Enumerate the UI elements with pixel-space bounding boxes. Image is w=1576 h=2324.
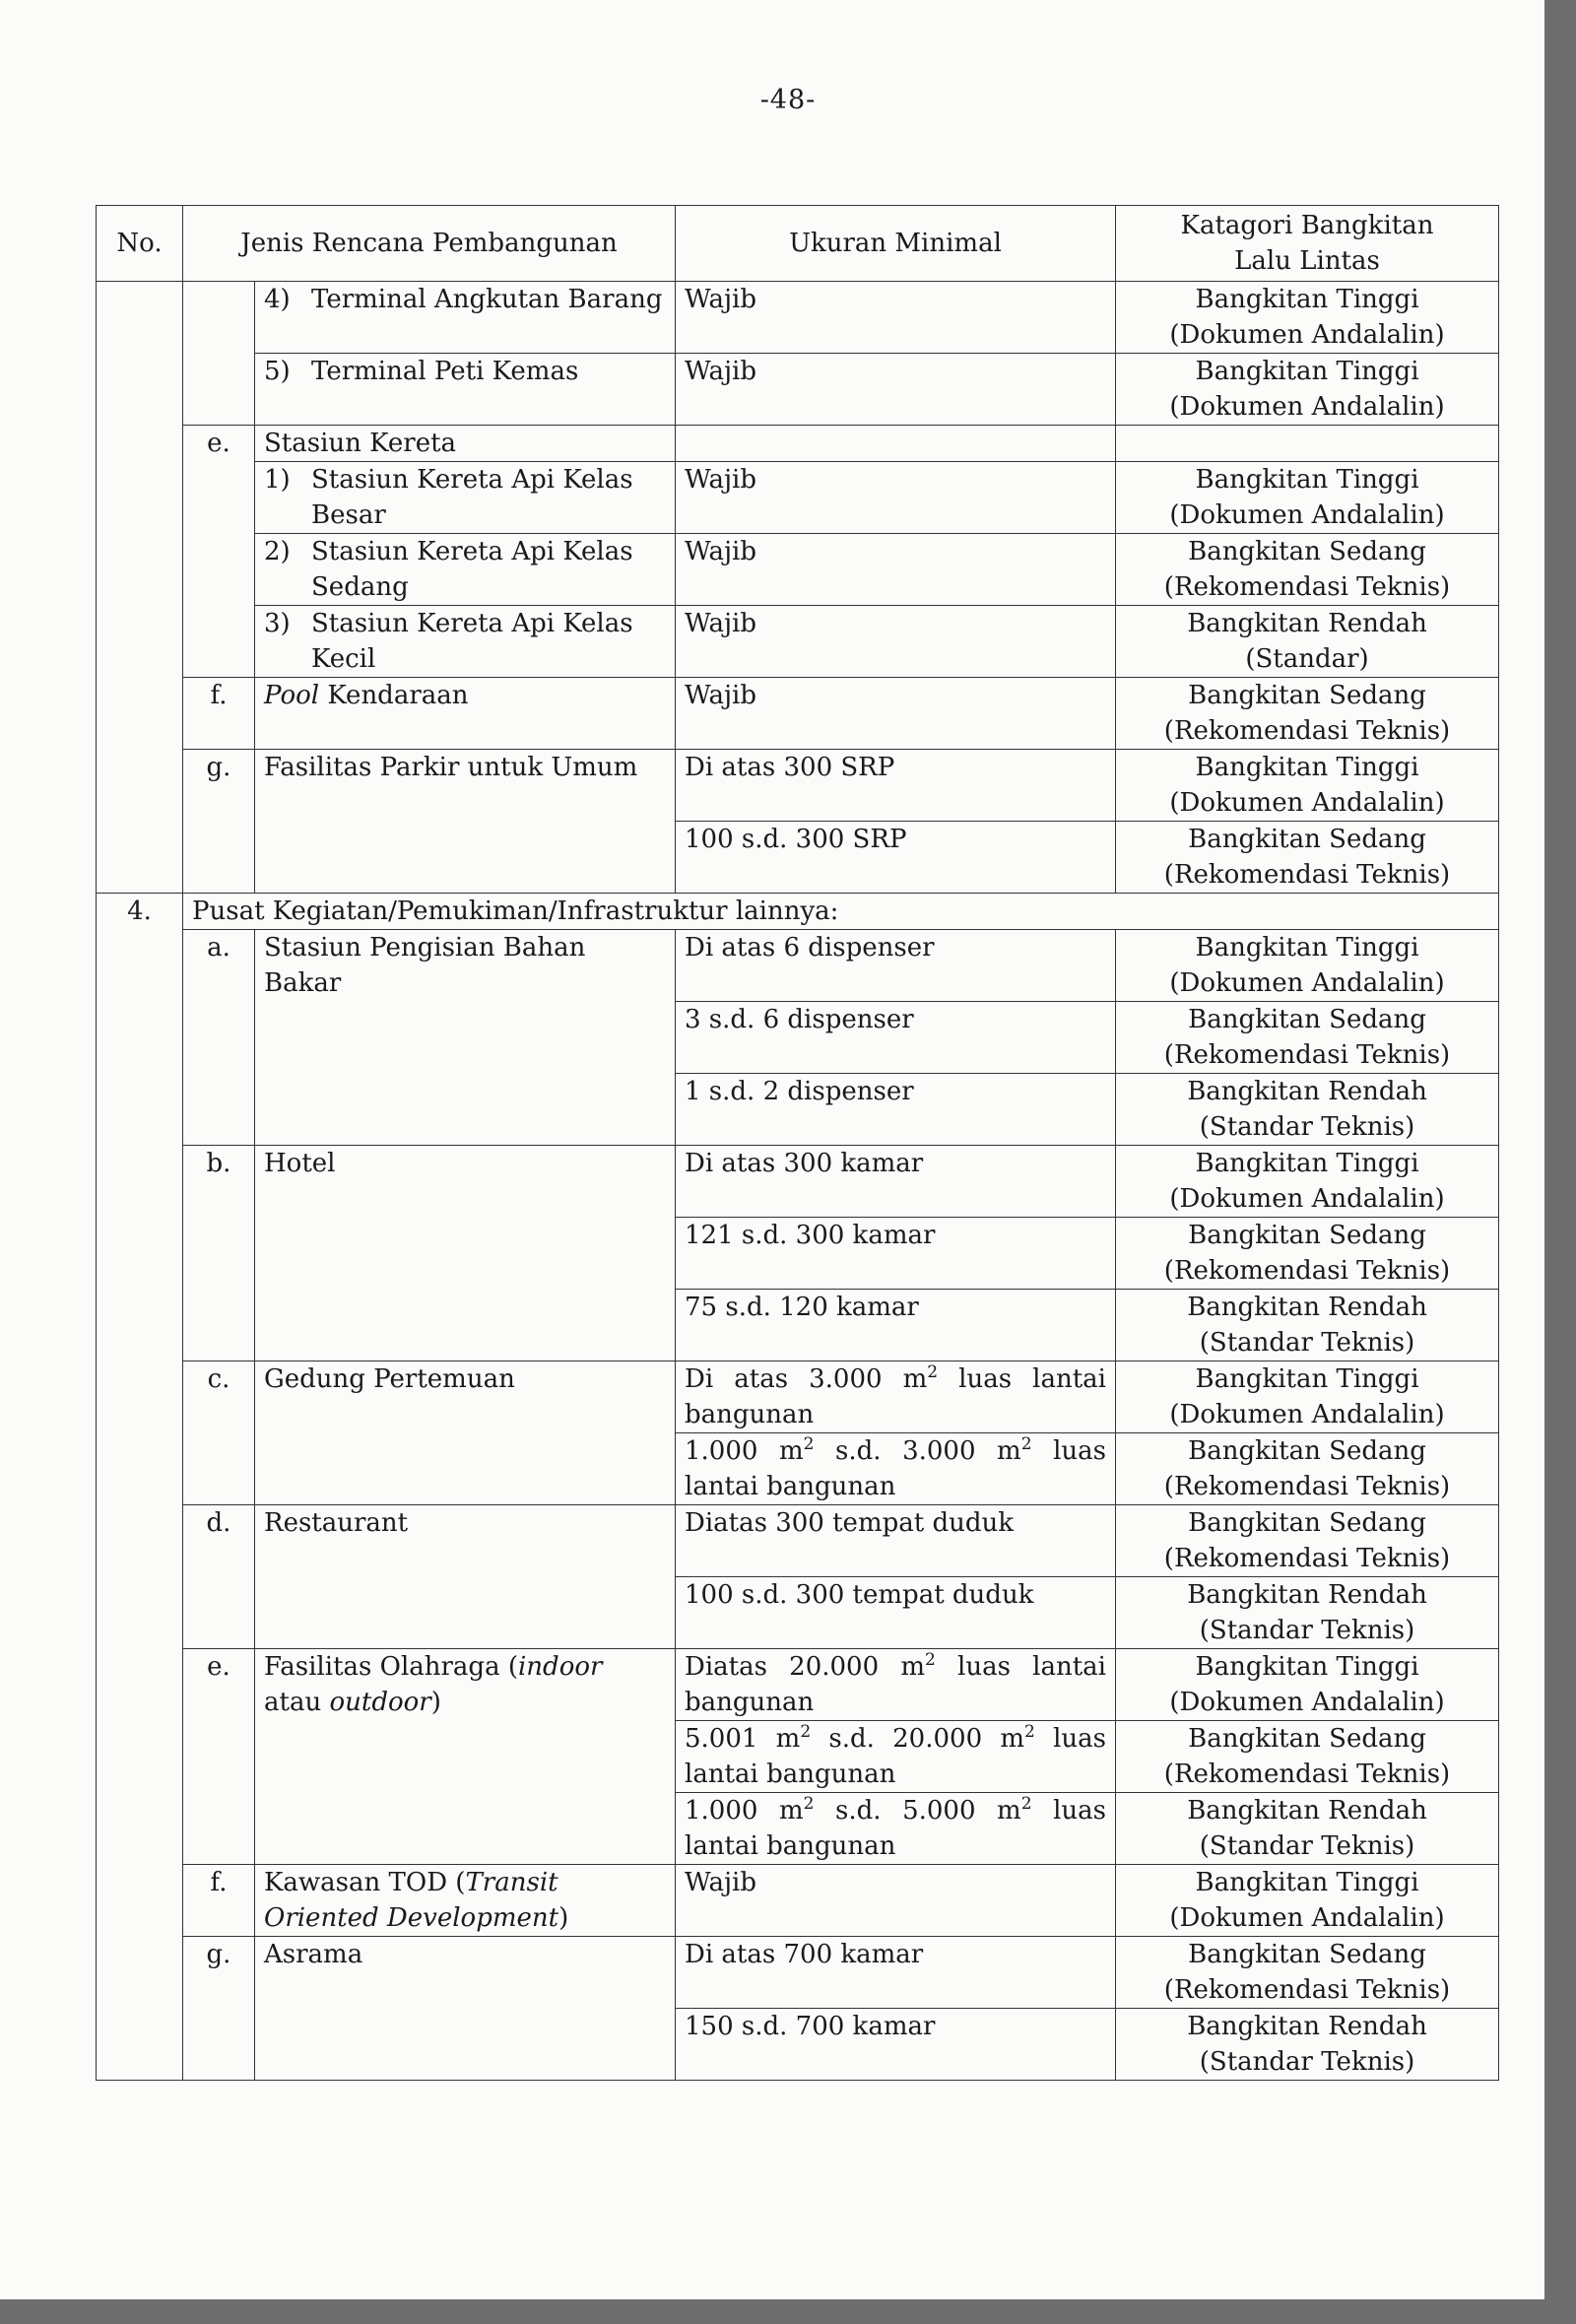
ukuran-cell: Di atas 6 dispenser	[676, 930, 1116, 1002]
jenis-cell: Fasilitas Parkir untuk Umum	[255, 750, 676, 894]
ukuran-cell: Wajib	[676, 678, 1116, 750]
no-cell: 4.	[97, 894, 183, 2081]
table-row	[97, 1865, 1499, 1937]
ukuran-cell	[676, 426, 1116, 462]
ukuran-cell: Di atas 3.000 $m^2$ luas lantai bangunan	[676, 1361, 1116, 1433]
table-row	[97, 426, 1499, 462]
katagori-cell: Bangkitan Sedang (Rekomendasi Teknis)	[1116, 1505, 1499, 1577]
jenis-cell: Gedung Pertemuan	[255, 1361, 676, 1505]
katagori-cell: Bangkitan Rendah (Standar Teknis)	[1116, 1793, 1499, 1865]
table-row	[97, 678, 1499, 750]
katagori-cell: Bangkitan Tinggi (Dokumen Andalalin)	[1116, 1649, 1499, 1721]
ukuran-cell: 150 s.d. 700 kamar	[676, 2009, 1116, 2081]
jenis-cell: 1) Stasiun Kereta Api Kelas Besar	[255, 462, 676, 534]
ukuran-cell: Diatas 20.000 $m^2$ luas lantai bangunan	[676, 1649, 1116, 1721]
katagori-cell: Bangkitan Tinggi (Dokumen Andalalin)	[1116, 1865, 1499, 1937]
katagori-cell: Bangkitan Rendah (Standar)	[1116, 606, 1499, 678]
ukuran-cell: 100 s.d. 300 SRP	[676, 822, 1116, 894]
katagori-cell: Bangkitan Sedang (Rekomendasi Teknis)	[1116, 1721, 1499, 1793]
page-number: -48-	[759, 85, 817, 115]
header-ukuran: Ukuran Minimal	[676, 206, 1116, 282]
katagori-cell: Bangkitan Sedang (Rekomendasi Teknis)	[1116, 1002, 1499, 1074]
table-row	[97, 750, 1499, 822]
katagori-cell: Bangkitan Sedang (Rekomendasi Teknis)	[1116, 1218, 1499, 1290]
table-row	[97, 282, 1499, 354]
katagori-cell: Bangkitan Tinggi (Dokumen Andalalin)	[1116, 1146, 1499, 1218]
table-row	[97, 1361, 1499, 1433]
katagori-cell: Bangkitan Sedang (Rekomendasi Teknis)	[1116, 1937, 1499, 2009]
header-jenis: Jenis Rencana Pembangunan	[183, 206, 676, 282]
letter-cell: c.	[183, 1361, 255, 1505]
katagori-cell: Bangkitan Sedang (Rekomendasi Teknis)	[1116, 1433, 1499, 1505]
ukuran-cell: 100 s.d. 300 tempat duduk	[676, 1577, 1116, 1649]
table-row	[97, 930, 1499, 1002]
jenis-cell: 4) Terminal Angkutan Barang	[255, 282, 676, 354]
table-row	[97, 1146, 1499, 1218]
jenis-cell: 3) Stasiun Kereta Api Kelas Kecil	[255, 606, 676, 678]
letter-cell: a.	[183, 930, 255, 1146]
ukuran-cell: Wajib	[676, 462, 1116, 534]
table-row	[97, 534, 1499, 606]
jenis-cell: Asrama	[255, 1937, 676, 2081]
table-row	[97, 354, 1499, 426]
ukuran-cell: Diatas 300 tempat duduk	[676, 1505, 1116, 1577]
table-row	[97, 462, 1499, 534]
jenis-cell: Kawasan TOD (Transit Oriented Development)	[255, 1865, 676, 1937]
ukuran-cell: 3 s.d. 6 dispenser	[676, 1002, 1116, 1074]
table-header-row	[97, 206, 1499, 282]
section-title: Pusat Kegiatan/Pemukiman/Infrastruktur lainnya:	[183, 894, 1499, 930]
jenis-cell: Restaurant	[255, 1505, 676, 1649]
katagori-cell: Bangkitan Tinggi (Dokumen Andalalin)	[1116, 282, 1499, 354]
header-no: No.	[97, 206, 183, 282]
letter-cell: b.	[183, 1146, 255, 1361]
katagori-cell: Bangkitan Tinggi (Dokumen Andalalin)	[1116, 462, 1499, 534]
ukuran-cell: Wajib	[676, 1865, 1116, 1937]
ukuran-cell: Di atas 300 SRP	[676, 750, 1116, 822]
ukuran-cell: 5.001 $m^2$ s.d. 20.000 $m^2$ luas lantai bangunan	[676, 1721, 1116, 1793]
letter-cell: f.	[183, 1865, 255, 1937]
no-cell	[97, 282, 183, 894]
letter-cell: f.	[183, 678, 255, 750]
katagori-cell: Bangkitan Sedang (Rekomendasi Teknis)	[1116, 822, 1499, 894]
letter-cell: e.	[183, 1649, 255, 1865]
ukuran-cell: Wajib	[676, 534, 1116, 606]
katagori-cell: Bangkitan Rendah (Standar Teknis)	[1116, 1290, 1499, 1361]
katagori-cell: Bangkitan Sedang (Rekomendasi Teknis)	[1116, 678, 1499, 750]
ukuran-cell: Di atas 700 kamar	[676, 1937, 1116, 2009]
ukuran-cell: Wajib	[676, 606, 1116, 678]
katagori-cell: Bangkitan Sedang (Rekomendasi Teknis)	[1116, 534, 1499, 606]
jenis-cell: Pool Kendaraan	[255, 678, 676, 750]
table-row	[97, 606, 1499, 678]
katagori-cell: Bangkitan Rendah (Standar Teknis)	[1116, 1577, 1499, 1649]
traffic-generation-table	[96, 205, 1499, 2081]
ukuran-cell: 121 s.d. 300 kamar	[676, 1218, 1116, 1290]
katagori-cell: Bangkitan Tinggi (Dokumen Andalalin)	[1116, 1361, 1499, 1433]
ukuran-cell: 1.000 $m^2$ s.d. 5.000 $m^2$ luas lantai bangunan	[676, 1793, 1116, 1865]
katagori-cell: Bangkitan Tinggi (Dokumen Andalalin)	[1116, 930, 1499, 1002]
ukuran-cell: Di atas 300 kamar	[676, 1146, 1116, 1218]
ukuran-cell: 1 s.d. 2 dispenser	[676, 1074, 1116, 1146]
letter-cell: g.	[183, 1937, 255, 2081]
ukuran-cell: Wajib	[676, 354, 1116, 426]
ukuran-cell: Wajib	[676, 282, 1116, 354]
table-row	[97, 1505, 1499, 1577]
katagori-cell: Bangkitan Tinggi (Dokumen Andalalin)	[1116, 354, 1499, 426]
katagori-cell: Bangkitan Rendah (Standar Teknis)	[1116, 2009, 1499, 2081]
letter-cell	[183, 282, 255, 426]
katagori-cell: Bangkitan Rendah (Standar Teknis)	[1116, 1074, 1499, 1146]
header-katagori: Katagori Bangkitan Lalu Lintas	[1116, 206, 1499, 282]
section-row	[97, 894, 1499, 930]
jenis-cell: Fasilitas Olahraga (indoor atau outdoor)	[255, 1649, 676, 1865]
jenis-cell: Stasiun Kereta	[255, 426, 676, 462]
jenis-cell: Hotel	[255, 1146, 676, 1361]
table-row	[97, 1937, 1499, 2009]
table-row	[97, 1649, 1499, 1721]
letter-cell: d.	[183, 1505, 255, 1649]
jenis-cell: Stasiun Pengisian Bahan Bakar	[255, 930, 676, 1146]
katagori-cell: Bangkitan Tinggi (Dokumen Andalalin)	[1116, 750, 1499, 822]
letter-cell: g.	[183, 750, 255, 894]
katagori-cell	[1116, 426, 1499, 462]
ukuran-cell: 1.000 $m^2$ s.d. 3.000 $m^2$ luas lantai bangunan	[676, 1433, 1116, 1505]
jenis-cell: 2) Stasiun Kereta Api Kelas Sedang	[255, 534, 676, 606]
ukuran-cell: 75 s.d. 120 kamar	[676, 1290, 1116, 1361]
letter-cell: e.	[183, 426, 255, 678]
jenis-cell: 5) Terminal Peti Kemas	[255, 354, 676, 426]
